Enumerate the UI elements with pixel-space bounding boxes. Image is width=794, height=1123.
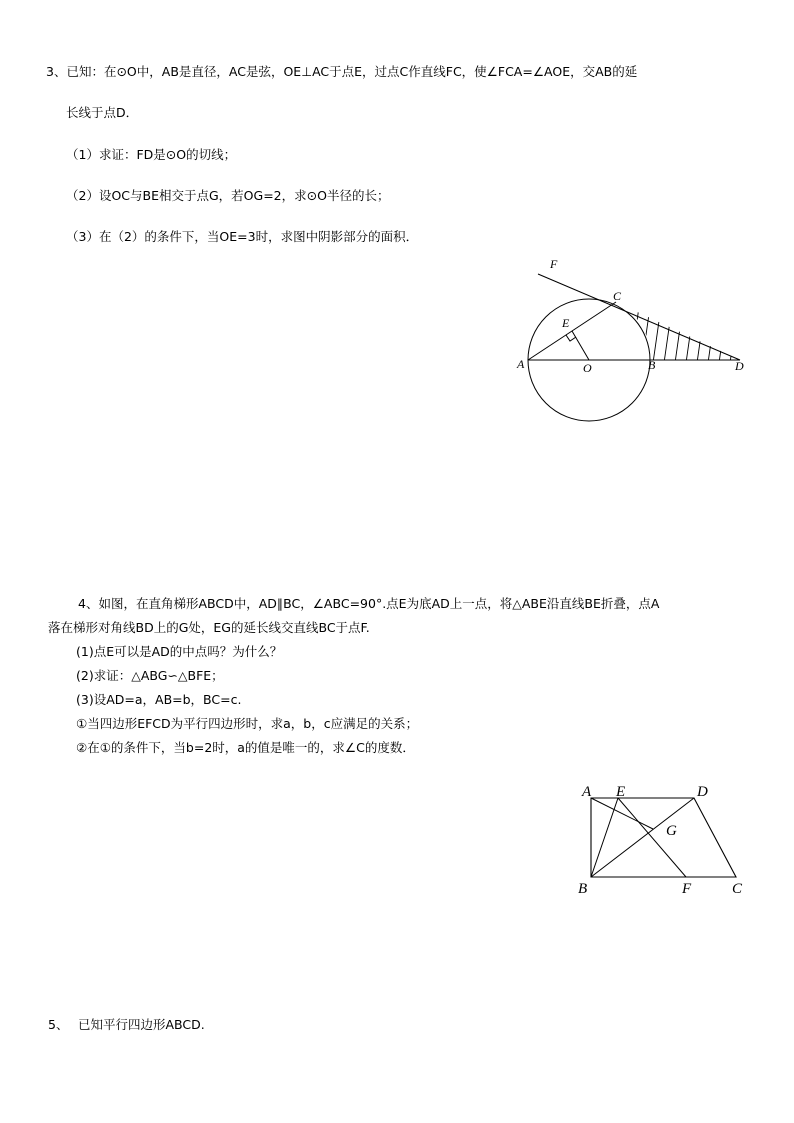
- diagonal-bd: [591, 798, 694, 877]
- problem3-question-1: （1）求证：FD是⊙O的切线；: [66, 147, 237, 162]
- circle-tangent-figure: [510, 252, 770, 432]
- problem3-question-3: （3）在（2）的条件下，当OE=3时，求图中阴影部分的面积．: [66, 229, 419, 244]
- problem5-stem: 已知平行四边形ABCD.: [78, 1017, 205, 1032]
- line-oe: [572, 331, 589, 360]
- trapezoid-abcd: [591, 798, 736, 877]
- problem4-question-1: (1)点E可以是AD的中点吗？为什么？: [76, 644, 283, 659]
- problem3-stem-line1: 3、已知：在⊙O中，AB是直径，AC是弦，OE⊥AC于点E，过点C作直线FC，使∠FCA=∠AOE，交AB的延: [46, 64, 638, 79]
- label-a: A: [517, 357, 525, 371]
- label-b-4: B: [578, 881, 588, 897]
- problem4-question-3a: ①当四边形EFCD为平行四边形时，求a，b，c应满足的关系；: [76, 716, 419, 731]
- problem3-question-2: （2）设OC与BE相交于点G，若OG=2，求⊙O半径的长；: [66, 188, 390, 203]
- label-d: D: [735, 359, 744, 373]
- label-d-4: D: [697, 784, 708, 800]
- problem4-question-3b: ②在①的条件下，当b=2时，a的值是唯一的，求∠C的度数．: [76, 740, 415, 755]
- problem3-stem-line2: 长线于点D．: [66, 105, 139, 120]
- label-c: C: [613, 289, 622, 303]
- label-a-4: A: [582, 784, 592, 800]
- label-o: O: [583, 361, 592, 375]
- label-f-4: F: [682, 881, 692, 897]
- problem4-stem-line2: 落在梯形对角线BD上的G处，EG的延长线交直线BC于点F.: [48, 620, 370, 635]
- label-e-4: E: [616, 784, 626, 800]
- problem4-stem-line1: 4、如图，在直角梯形ABCD中，AD∥BC，∠ABC=90°.点E为底AD上一点，将△ABE沿直线BE折叠，点A: [78, 596, 660, 611]
- label-f: F: [550, 257, 558, 271]
- trapezoid-figure: [572, 776, 752, 901]
- label-g-4: G: [666, 823, 677, 839]
- problem4-question-3: (3)设AD=a，AB=b，BC=c.: [76, 692, 242, 707]
- problem5-number: 5、: [48, 1017, 69, 1032]
- label-c-4: C: [732, 881, 743, 897]
- label-b: B: [648, 358, 656, 372]
- label-e: E: [562, 316, 570, 330]
- problem4-question-2: (2)求证：△ABG∽△BFE；: [76, 668, 224, 683]
